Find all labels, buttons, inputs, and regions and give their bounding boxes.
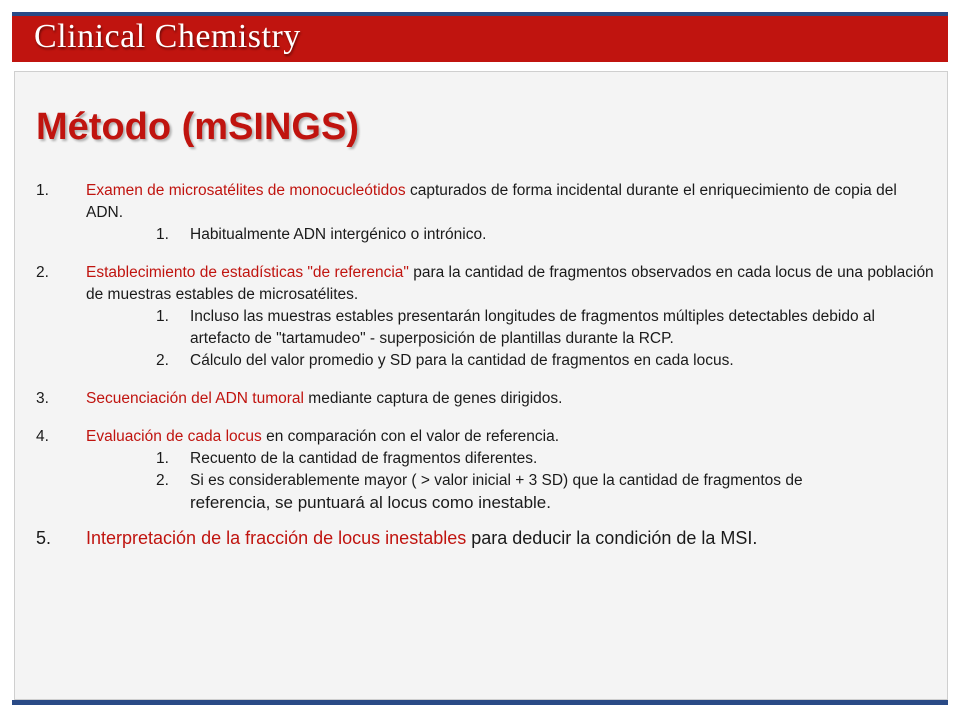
- sub-item-number: 1.: [156, 226, 169, 243]
- item-text: capturados de forma incidental durante el enriquecimiento de copia del ADN.: [86, 182, 897, 221]
- sub-item-text: Recuento de la cantidad de fragmentos diferentes.: [190, 450, 538, 467]
- item-number: 3.: [36, 390, 49, 407]
- item-text: en comparación con el valor de referencia.: [261, 428, 560, 445]
- header-bar: [12, 16, 948, 62]
- sub-item-text-continued: referencia, se puntuará al locus como inestable.: [190, 493, 551, 512]
- item-number: 2.: [36, 264, 49, 281]
- bottom-rule: [12, 700, 948, 705]
- list-item: [36, 388, 936, 410]
- item-highlight: Evaluación de cada locus: [86, 428, 262, 445]
- sub-item-text: Incluso las muestras estables presentarán longitudes de fragmentos múltiples detectables debido al artefacto de "tartamudeo" - superposición de plantillas durante la RCP.: [190, 308, 875, 347]
- list-item: [36, 262, 936, 306]
- slide-title: Método (mSINGS): [36, 106, 359, 148]
- item-text: para la cantidad de fragmentos observados en cada locus de una población de muestras estables de microsatélites.: [86, 264, 934, 303]
- item-highlight: Examen de microsatélites de monocucleótidos: [86, 182, 406, 199]
- item-highlight: Establecimiento de estadísticas "de referencia": [86, 264, 409, 281]
- sub-item-number: 2.: [156, 352, 169, 369]
- sub-list-item: [36, 470, 936, 515]
- brand-title: Clinical Chemistry: [34, 18, 301, 55]
- sub-item-number: 2.: [156, 472, 169, 489]
- item-text: para deducir la condición de la MSI.: [466, 528, 758, 548]
- sub-list-item: [36, 224, 936, 246]
- list-item: [36, 180, 936, 224]
- item-number: 4.: [36, 428, 49, 445]
- item-number: 1.: [36, 182, 49, 199]
- sub-item-text: Habitualmente ADN intergénico o intrónico.: [190, 226, 487, 243]
- sub-list-item: [36, 350, 936, 372]
- sub-item-number: 1.: [156, 450, 169, 467]
- item-text: mediante captura de genes dirigidos.: [303, 390, 563, 407]
- sub-item-number: 1.: [156, 308, 169, 325]
- list-item: [36, 527, 936, 549]
- sub-list-item: [36, 448, 936, 470]
- item-number: 5.: [36, 528, 52, 548]
- sub-list-item: [36, 306, 936, 350]
- item-highlight: Secuenciación del ADN tumoral: [86, 390, 304, 407]
- list-item: [36, 426, 936, 448]
- item-highlight: Interpretación de la fracción de locus inestables: [86, 528, 467, 548]
- sub-item-text: Cálculo del valor promedio y SD para la cantidad de fragmentos en cada locus.: [190, 352, 734, 369]
- sub-item-text: Si es considerablemente mayor ( > valor inicial + 3 SD) que la cantidad de fragmentos de: [190, 472, 803, 489]
- method-list: [36, 180, 936, 549]
